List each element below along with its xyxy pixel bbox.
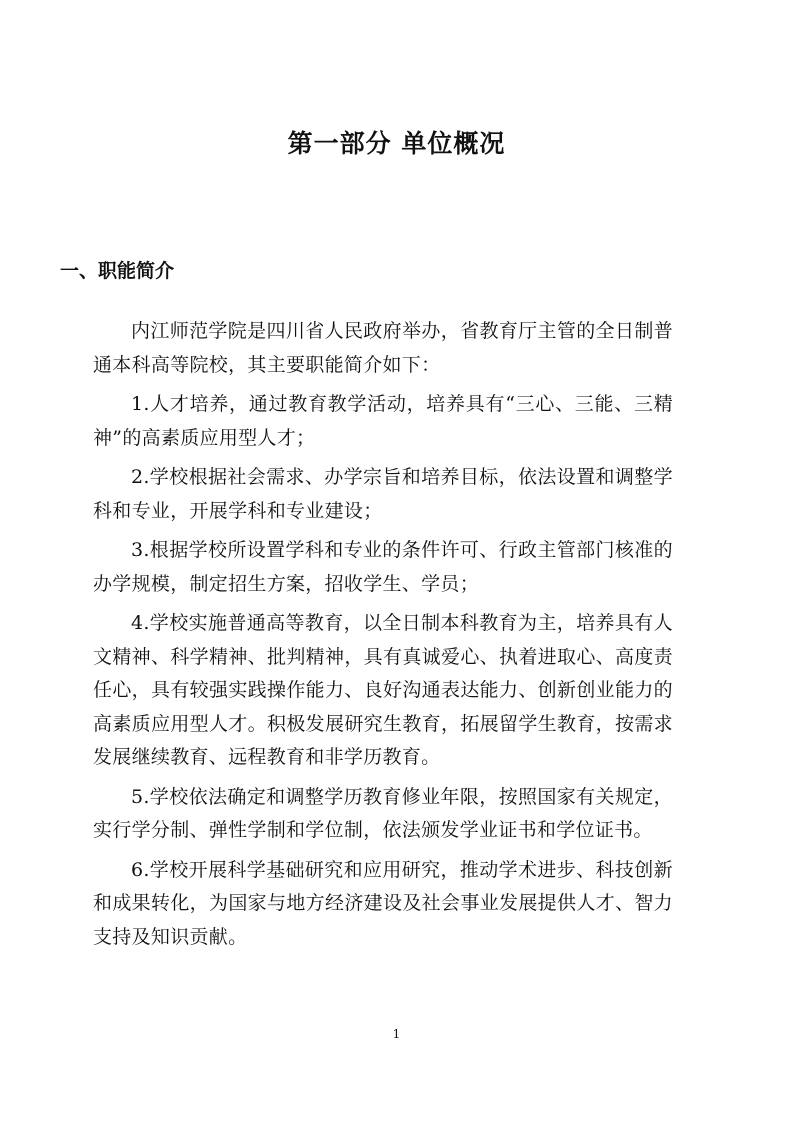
paragraph-intro: 内江师范学院是四川省人民政府举办，省教育厅主管的全日制普通本科高等院校，其主要职能简介如下： <box>93 320 673 376</box>
paragraph-item-2: 2.学校根据社会需求、办学宗旨和培养目标，依法设置和调整学科和专业，开展学科和专业建设； <box>93 466 673 522</box>
page-title: 第一部分 单位概况 <box>287 129 506 158</box>
paragraph-item-3: 3.根据学校所设置学科和专业的条件许可、行政主管部门核准的办学规模，制定招生方案，招收学生、学员； <box>93 539 673 595</box>
paragraph-item-4: 4.学校实施普通高等教育，以全日制本科教育为主，培养具有人文精神、科学精神、批判精神，具有真诚爱心、执着进取心、高度责任心，具有较强实践操作能力、良好沟通表达能力、创新创业能力的高素质应用型人才。积极发展研究生教育，拓展留学生教育，按需求发展继续教育、远程教育和非学历教育。 <box>93 612 673 768</box>
paragraph-item-5: 5.学校依法确定和调整学历教育修业年限，按照国家有关规定，实行学分制、弹性学制和学位制，依法颁发学业证书和学位证书。 <box>93 785 673 841</box>
section-heading: 一、职能简介 <box>60 260 175 282</box>
paragraph-item-6: 6.学校开展科学基础研究和应用研究，推动学术进步、科技创新和成果转化，为国家与地方经济建设及社会事业发展提供人才、智力支持及知识贡献。 <box>93 858 673 948</box>
page-number: 1 <box>392 1027 401 1041</box>
body-text <box>93 315 673 960</box>
paragraph-item-1: 1.人才培养，通过教育教学活动，培养具有“三心、三能、三精神”的高素质应用型人才； <box>93 393 673 449</box>
